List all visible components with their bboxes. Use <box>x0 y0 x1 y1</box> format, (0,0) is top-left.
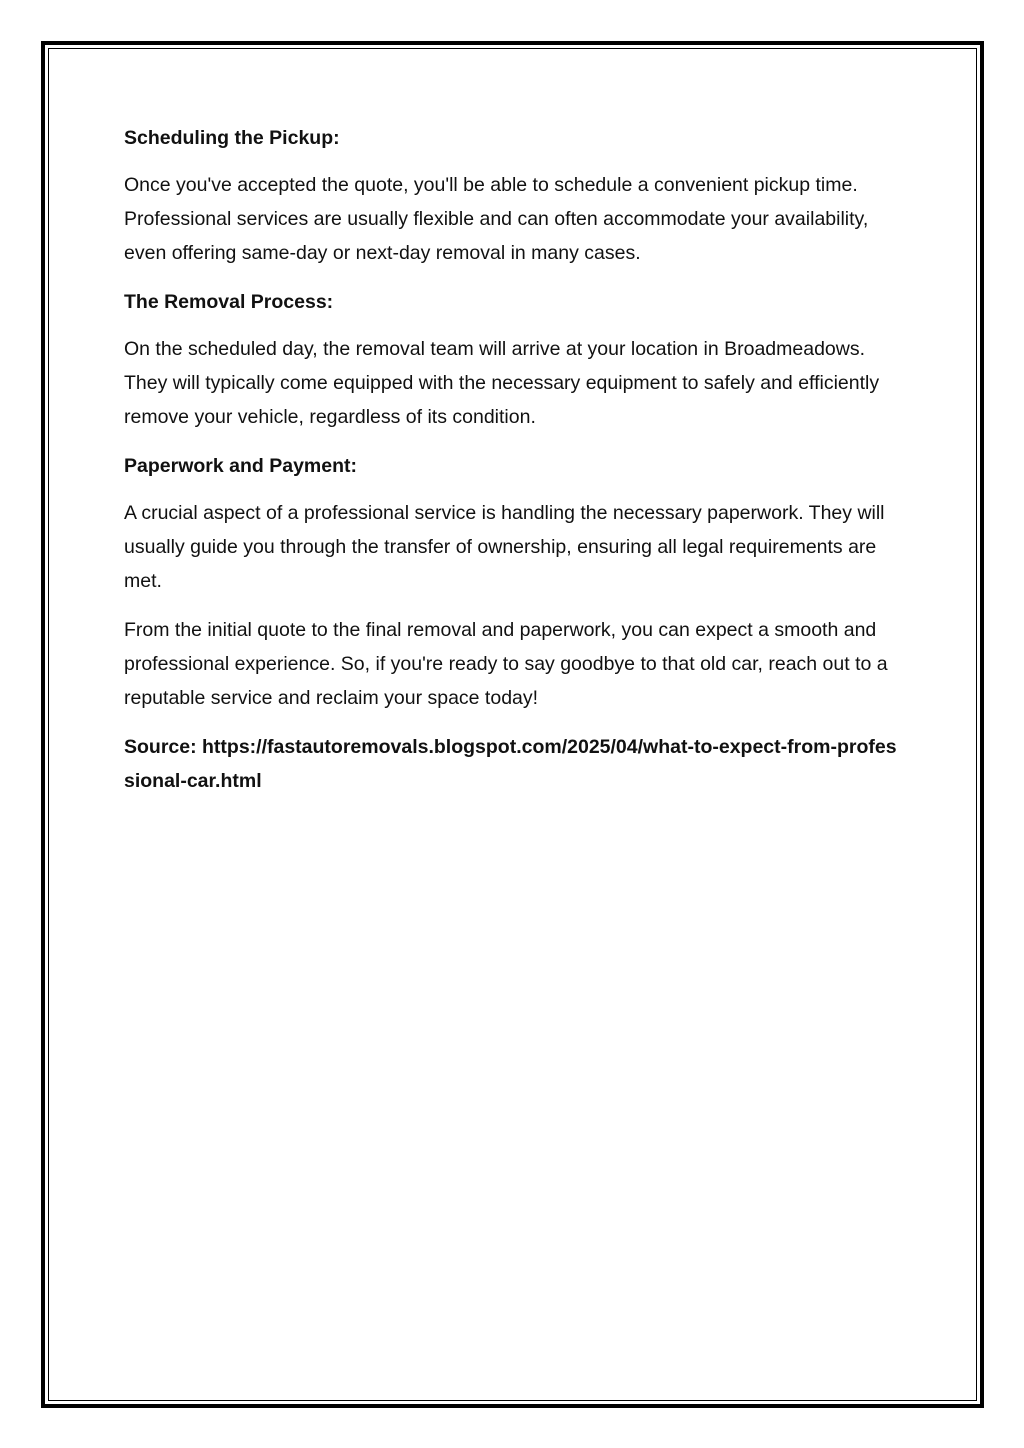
section-paragraph-removal-process: On the scheduled day, the removal team will arrive at your location in Broadmeadows. They will typically come equipped with the necessary equipment to safely and efficiently remove your vehicle, regardless of its condition. <box>124 338 880 428</box>
section-paragraph-paperwork: A crucial aspect of a professional service is handling the necessary paperwork. They will usually guide you through the transfer of ownership, ensuring all legal requirements are met. <box>124 502 885 592</box>
section-heading-removal-process: The Removal Process: <box>124 291 334 313</box>
document-body <box>124 121 904 798</box>
source-citation: Source: https://fastautoremovals.blogspot.com/2025/04/what-to-expect-from-professional-car.html <box>124 736 897 792</box>
section-heading-scheduling: Scheduling the Pickup: <box>124 127 340 149</box>
closing-paragraph: From the initial quote to the final removal and paperwork, you can expect a smooth and professional experience. So, if you're ready to say goodbye to that old car, reach out to a reputable service and reclaim your space today! <box>124 619 888 709</box>
section-heading-paperwork: Paperwork and Payment: <box>124 455 357 477</box>
section-paragraph-scheduling: Once you've accepted the quote, you'll be able to schedule a convenient pickup time. Professional services are usually flexible and can often accommodate your availability, even offering same-day or next-day removal in many cases. <box>124 174 869 264</box>
